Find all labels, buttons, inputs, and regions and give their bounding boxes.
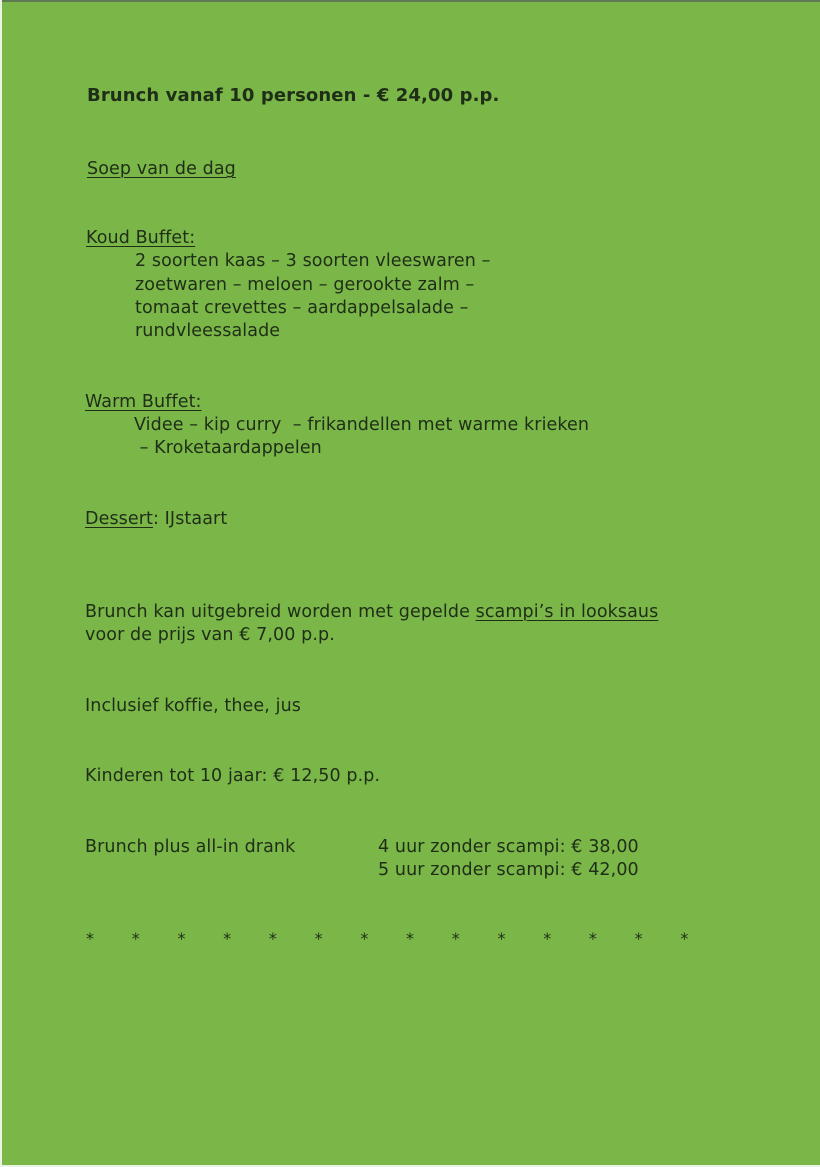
star: * <box>406 929 415 948</box>
children-price: Kinderen tot 10 jaar: € 12,50 p.p. <box>85 766 381 786</box>
all-in-label: Brunch plus all-in drank <box>85 837 296 857</box>
star: * <box>177 929 186 948</box>
star: * <box>223 929 232 948</box>
star: * <box>543 929 552 948</box>
warm-buffet-heading: Warm Buffet: <box>85 392 202 412</box>
scan-left-edge <box>0 0 2 1167</box>
star: * <box>314 929 323 948</box>
included-drinks: Inclusief koffie, thee, jus <box>85 696 301 716</box>
all-in-option: 5 uur zonder scampi: € 42,00 <box>378 860 639 880</box>
star: * <box>451 929 460 948</box>
star: * <box>360 929 369 948</box>
cold-buffet-line: 2 soorten kaas – 3 soorten vleeswaren – <box>135 251 491 271</box>
all-in-option: 4 uur zonder scampi: € 38,00 <box>378 837 639 857</box>
star-separator <box>86 929 726 949</box>
warm-buffet-line: – Kroketaardappelen <box>134 438 322 458</box>
soup-of-the-day: Soep van de dag <box>87 159 236 179</box>
star: * <box>634 929 643 948</box>
cold-buffet-line: zoetwaren – meloen – gerookte zalm – <box>135 275 475 295</box>
dessert-heading: Dessert <box>85 509 153 529</box>
cold-buffet-line: tomaat crevettes – aardappelsalade – <box>135 298 469 318</box>
menu-title: Brunch vanaf 10 personen - € 24,00 p.p. <box>87 85 500 106</box>
star: * <box>497 929 506 948</box>
star: * <box>86 929 94 948</box>
cold-buffet-heading: Koud Buffet: <box>86 228 196 248</box>
scan-top-edge <box>0 0 820 2</box>
extension-scampi: scampi’s in looksaus <box>475 602 659 622</box>
extension-text: Brunch kan uitgebreid worden met gepelde <box>85 602 476 622</box>
extension-line-1 <box>85 601 658 624</box>
star: * <box>680 929 689 948</box>
star: * <box>131 929 140 948</box>
extension-line-2: voor de prijs van € 7,00 p.p. <box>85 625 335 645</box>
star: * <box>588 929 597 948</box>
dessert-separator: : <box>153 509 165 529</box>
dessert-line <box>85 508 227 531</box>
dessert-value: IJstaart <box>164 509 228 529</box>
warm-buffet-line: Videe – kip curry – frikandellen met warme krieken <box>134 415 590 435</box>
star: * <box>268 929 277 948</box>
cold-buffet-line: rundvleessalade <box>135 321 281 341</box>
